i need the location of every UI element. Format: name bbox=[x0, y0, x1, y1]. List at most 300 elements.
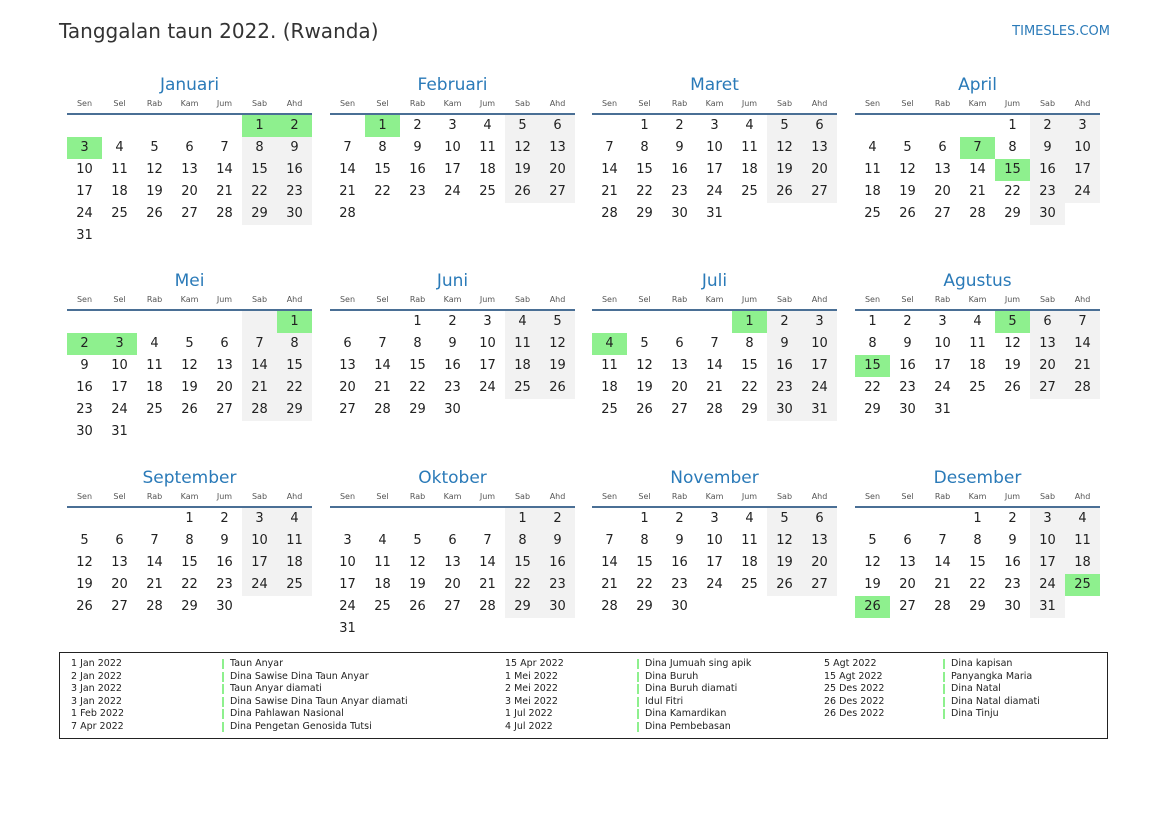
day-cell: 3 bbox=[1030, 508, 1065, 530]
legend-holiday-name: Dina kapisan bbox=[951, 658, 1013, 669]
day-cell: 24 bbox=[339, 599, 356, 614]
day-cell: 15 bbox=[242, 159, 277, 181]
weekday-label: Rab bbox=[409, 492, 426, 501]
legend-date: 5 Agt 2022 bbox=[824, 658, 877, 669]
day-cell: 9 bbox=[675, 140, 684, 155]
day-cell: 6 bbox=[802, 508, 837, 530]
day-cell: 15 bbox=[409, 358, 426, 373]
weekday-header bbox=[855, 492, 1100, 504]
legend-color-marker bbox=[222, 672, 224, 682]
day-cell: 5 bbox=[150, 140, 159, 155]
day-cell: 7 bbox=[483, 533, 492, 548]
legend-date: 26 Des 2022 bbox=[824, 708, 885, 720]
holiday-day-cell: 4 bbox=[592, 333, 627, 355]
holiday-day-cell: 2 bbox=[277, 115, 312, 137]
day-cell: 6 bbox=[802, 115, 837, 137]
day-cell: 23 bbox=[409, 184, 426, 199]
day-cell: 13 bbox=[934, 162, 951, 177]
month-name: Juli bbox=[701, 271, 728, 291]
legend-date: 2 Mei 2022 bbox=[505, 683, 558, 695]
weekday-label: Sen bbox=[339, 295, 356, 304]
day-cell: 26 bbox=[76, 599, 93, 614]
day-cell: 30 bbox=[444, 402, 461, 417]
legend-date: 3 Jan 2022 bbox=[71, 695, 122, 707]
day-cell: 25 bbox=[741, 184, 758, 199]
day-cell: 3 bbox=[802, 311, 837, 333]
day-cell: 12 bbox=[864, 555, 881, 570]
weekday-label: Rab bbox=[671, 492, 688, 501]
day-cell: 10 bbox=[706, 533, 723, 548]
weekday-label: Sel bbox=[113, 295, 126, 304]
legend-holiday-name: Taun Anyar diamati bbox=[230, 683, 322, 695]
weekday-label: Jum bbox=[216, 492, 233, 501]
day-cell: 28 bbox=[1065, 377, 1100, 399]
day-cell: 18 bbox=[374, 577, 391, 592]
day-cell: 6 bbox=[1030, 311, 1065, 333]
weekday-label: Jum bbox=[741, 492, 758, 501]
day-cell: 2 bbox=[675, 511, 684, 526]
day-cell: 26 bbox=[1004, 380, 1021, 395]
weekday-label: Sen bbox=[864, 492, 881, 501]
month-name: Juni bbox=[436, 271, 469, 291]
month-name: Agustus bbox=[943, 271, 1012, 291]
day-cell: 9 bbox=[1030, 137, 1065, 159]
day-cell: 31 bbox=[934, 402, 951, 417]
day-cell: 26 bbox=[636, 402, 653, 417]
day-cell: 4 bbox=[483, 118, 492, 133]
day-cell: 21 bbox=[706, 380, 723, 395]
day-cell: 14 bbox=[934, 555, 951, 570]
day-cell: 12 bbox=[540, 333, 575, 355]
day-cell: 2 bbox=[903, 314, 912, 329]
legend-date: 26 Des 2022 bbox=[824, 695, 885, 707]
weekday-label: Rab bbox=[409, 99, 426, 108]
day-cell: 9 bbox=[540, 530, 575, 552]
day-cell: 4 bbox=[378, 533, 387, 548]
day-cell: 3 bbox=[343, 533, 352, 548]
day-cell: 11 bbox=[969, 336, 986, 351]
weekday-label: Jum bbox=[216, 295, 233, 304]
day-cell: 31 bbox=[339, 621, 356, 636]
weekday-header bbox=[67, 295, 312, 307]
legend-holiday-name: Panyangka Maria bbox=[951, 670, 1033, 682]
month-name: September bbox=[142, 468, 237, 488]
day-cell: 4 bbox=[973, 314, 982, 329]
day-cell: 8 bbox=[505, 530, 540, 552]
day-cell: 5 bbox=[640, 336, 649, 351]
weekday-label: Sen bbox=[601, 99, 618, 108]
day-cell: 16 bbox=[899, 358, 916, 373]
day-cell: 24 bbox=[934, 380, 951, 395]
day-cell: 9 bbox=[220, 533, 229, 548]
day-cell: 7 bbox=[343, 140, 352, 155]
day-cell: 21 bbox=[601, 577, 618, 592]
weekday-label: Jum bbox=[1004, 99, 1021, 108]
weekday-label: Ahd bbox=[549, 99, 566, 108]
day-cell: 12 bbox=[76, 555, 93, 570]
weekday-label: Sab bbox=[776, 492, 793, 501]
day-cell: 24 bbox=[76, 206, 93, 221]
day-cell: 22 bbox=[969, 577, 986, 592]
day-cell: 15 bbox=[636, 162, 653, 177]
day-cell: 21 bbox=[479, 577, 496, 592]
legend-color-marker bbox=[943, 672, 945, 682]
day-cell: 31 bbox=[706, 206, 723, 221]
day-cell: 11 bbox=[864, 162, 881, 177]
legend-color-marker bbox=[222, 684, 224, 694]
day-cell: 6 bbox=[675, 336, 684, 351]
weekday-label: Sel bbox=[901, 99, 914, 108]
legend-color-marker bbox=[637, 672, 639, 682]
weekday-label: Ahd bbox=[286, 492, 303, 501]
day-cell: 3 bbox=[483, 314, 492, 329]
month-name: Maret bbox=[690, 75, 739, 95]
day-cell: 28 bbox=[242, 399, 277, 421]
day-cell: 5 bbox=[767, 115, 802, 137]
legend-date: 3 Jan 2022 bbox=[71, 683, 122, 695]
day-cell: 18 bbox=[741, 162, 758, 177]
day-cell: 14 bbox=[339, 162, 356, 177]
day-cell: 22 bbox=[409, 380, 426, 395]
day-cell: 29 bbox=[242, 203, 277, 225]
weekday-label: Sen bbox=[76, 99, 93, 108]
holiday-day-cell: 15 bbox=[995, 159, 1030, 181]
day-cell: 12 bbox=[767, 137, 802, 159]
holiday-day-cell: 3 bbox=[102, 333, 137, 355]
day-cell: 19 bbox=[767, 159, 802, 181]
day-cell: 31 bbox=[76, 228, 93, 243]
day-cell: 10 bbox=[111, 358, 128, 373]
day-cell: 8 bbox=[868, 336, 877, 351]
day-cell: 6 bbox=[343, 336, 352, 351]
weekday-label: Sel bbox=[638, 492, 651, 501]
day-cell: 28 bbox=[601, 599, 618, 614]
day-cell: 21 bbox=[216, 184, 233, 199]
day-cell: 12 bbox=[181, 358, 198, 373]
legend-holiday-name: Dina Pengetan Genosida Tutsi bbox=[230, 720, 372, 732]
day-cell: 27 bbox=[444, 599, 461, 614]
day-cell: 29 bbox=[741, 402, 758, 417]
day-cell: 26 bbox=[505, 181, 540, 203]
day-cell: 17 bbox=[706, 555, 723, 570]
day-cell: 4 bbox=[115, 140, 124, 155]
day-cell: 26 bbox=[767, 574, 802, 596]
weekday-label: Rab bbox=[934, 295, 951, 304]
day-cell: 14 bbox=[146, 555, 163, 570]
day-cell: 2 bbox=[1030, 115, 1065, 137]
weekday-label: Kam bbox=[443, 295, 462, 304]
weekday-label: Sen bbox=[601, 492, 618, 501]
weekday-label: Sen bbox=[339, 99, 356, 108]
legend-holiday-name: Dina Buruh bbox=[645, 670, 699, 682]
holiday-day-cell: 7 bbox=[960, 137, 995, 159]
weekday-label: Ahd bbox=[811, 492, 828, 501]
day-cell: 25 bbox=[277, 574, 312, 596]
day-cell: 1 bbox=[505, 508, 540, 530]
day-cell: 11 bbox=[479, 140, 496, 155]
day-cell: 6 bbox=[448, 533, 457, 548]
day-cell: 17 bbox=[76, 184, 93, 199]
day-cell: 8 bbox=[745, 336, 754, 351]
day-cell: 19 bbox=[181, 380, 198, 395]
day-cell: 30 bbox=[1004, 599, 1021, 614]
weekday-label: Ahd bbox=[1074, 295, 1091, 304]
day-cell: 20 bbox=[802, 159, 837, 181]
day-cell: 30 bbox=[1030, 203, 1065, 225]
day-cell: 27 bbox=[899, 599, 916, 614]
day-cell: 1 bbox=[640, 118, 649, 133]
day-cell: 14 bbox=[216, 162, 233, 177]
day-cell: 9 bbox=[767, 333, 802, 355]
day-cell: 19 bbox=[636, 380, 653, 395]
weekday-label: Ahd bbox=[1074, 99, 1091, 108]
day-cell: 18 bbox=[601, 380, 618, 395]
day-cell: 16 bbox=[409, 162, 426, 177]
day-cell: 7 bbox=[1065, 311, 1100, 333]
weekday-label: Jum bbox=[479, 295, 496, 304]
day-cell: 24 bbox=[444, 184, 461, 199]
day-cell: 1 bbox=[868, 314, 877, 329]
weekday-label: Sab bbox=[1039, 492, 1056, 501]
brand-link[interactable]: TIMESLES.COM bbox=[1012, 24, 1110, 39]
day-cell: 26 bbox=[540, 377, 575, 399]
day-cell: 28 bbox=[934, 599, 951, 614]
day-cell: 30 bbox=[671, 599, 688, 614]
day-cell: 23 bbox=[1030, 181, 1065, 203]
day-cell: 27 bbox=[671, 402, 688, 417]
weekday-label: Rab bbox=[934, 99, 951, 108]
day-cell: 25 bbox=[601, 402, 618, 417]
day-cell: 7 bbox=[605, 140, 614, 155]
weekday-header bbox=[592, 492, 837, 504]
day-cell: 15 bbox=[969, 555, 986, 570]
day-cell: 30 bbox=[76, 424, 93, 439]
day-cell: 29 bbox=[636, 206, 653, 221]
holiday-day-cell: 26 bbox=[855, 596, 890, 618]
day-cell: 23 bbox=[899, 380, 916, 395]
day-cell: 15 bbox=[181, 555, 198, 570]
day-cell: 19 bbox=[409, 577, 426, 592]
day-cell: 18 bbox=[146, 380, 163, 395]
weekday-label: Sen bbox=[864, 295, 881, 304]
day-cell: 10 bbox=[802, 333, 837, 355]
day-cell: 22 bbox=[1004, 184, 1021, 199]
holiday-day-cell: 5 bbox=[995, 311, 1030, 333]
legend-date: 1 Jul 2022 bbox=[505, 708, 553, 720]
legend-color-marker bbox=[943, 709, 945, 719]
day-cell: 17 bbox=[802, 355, 837, 377]
day-cell: 11 bbox=[374, 555, 391, 570]
day-cell: 22 bbox=[864, 380, 881, 395]
weekend-empty-cell bbox=[242, 311, 277, 333]
day-cell: 5 bbox=[413, 533, 422, 548]
weekday-label: Kam bbox=[180, 99, 199, 108]
day-cell: 3 bbox=[1065, 115, 1100, 137]
weekday-label: Sen bbox=[864, 99, 881, 108]
day-cell: 28 bbox=[216, 206, 233, 221]
day-cell: 11 bbox=[277, 530, 312, 552]
day-cell: 15 bbox=[741, 358, 758, 373]
day-cell: 4 bbox=[745, 511, 754, 526]
weekday-label: Sel bbox=[638, 99, 651, 108]
day-cell: 21 bbox=[242, 377, 277, 399]
day-cell: 31 bbox=[1030, 596, 1065, 618]
weekday-label: Sab bbox=[251, 295, 268, 304]
day-cell: 11 bbox=[741, 140, 758, 155]
weekday-label: Rab bbox=[409, 295, 426, 304]
day-cell: 28 bbox=[969, 206, 986, 221]
day-cell: 5 bbox=[185, 336, 194, 351]
day-cell: 21 bbox=[339, 184, 356, 199]
day-cell: 23 bbox=[671, 577, 688, 592]
day-cell: 23 bbox=[444, 380, 461, 395]
day-cell: 26 bbox=[409, 599, 426, 614]
day-cell: 4 bbox=[745, 118, 754, 133]
day-cell: 24 bbox=[242, 574, 277, 596]
day-cell: 15 bbox=[374, 162, 391, 177]
legend-date: 1 Feb 2022 bbox=[71, 708, 125, 720]
day-cell: 14 bbox=[479, 555, 496, 570]
day-cell: 14 bbox=[601, 162, 618, 177]
day-cell: 1 bbox=[973, 511, 982, 526]
day-cell: 9 bbox=[448, 336, 457, 351]
day-cell: 2 bbox=[540, 508, 575, 530]
day-cell: 31 bbox=[802, 399, 837, 421]
day-cell: 18 bbox=[111, 184, 128, 199]
day-cell: 10 bbox=[934, 336, 951, 351]
day-cell: 29 bbox=[636, 599, 653, 614]
day-cell: 20 bbox=[934, 184, 951, 199]
month-name: Oktober bbox=[418, 468, 487, 488]
weekday-header bbox=[67, 492, 312, 504]
weekday-label: Ahd bbox=[1074, 492, 1091, 501]
legend-date: 3 Mei 2022 bbox=[505, 695, 558, 707]
day-cell: 8 bbox=[185, 533, 194, 548]
day-cell: 7 bbox=[242, 333, 277, 355]
month-name: Desember bbox=[933, 468, 1022, 488]
day-cell: 29 bbox=[409, 402, 426, 417]
day-cell: 25 bbox=[146, 402, 163, 417]
day-cell: 7 bbox=[710, 336, 719, 351]
legend-holiday-name: Dina Jumuah sing apik bbox=[645, 658, 752, 669]
legend-color-marker bbox=[637, 684, 639, 694]
day-cell: 29 bbox=[969, 599, 986, 614]
day-cell: 10 bbox=[444, 140, 461, 155]
month-name: April bbox=[958, 75, 997, 95]
day-cell: 19 bbox=[899, 184, 916, 199]
day-cell: 20 bbox=[444, 577, 461, 592]
day-cell: 17 bbox=[1030, 552, 1065, 574]
day-cell: 3 bbox=[710, 118, 719, 133]
weekday-label: Jum bbox=[1004, 295, 1021, 304]
day-cell: 12 bbox=[899, 162, 916, 177]
day-cell: 17 bbox=[111, 380, 128, 395]
weekday-label: Ahd bbox=[549, 295, 566, 304]
weekday-label: Rab bbox=[146, 295, 163, 304]
day-cell: 28 bbox=[374, 402, 391, 417]
day-cell: 29 bbox=[505, 596, 540, 618]
day-cell: 1 bbox=[1008, 118, 1017, 133]
day-cell: 22 bbox=[636, 577, 653, 592]
day-cell: 29 bbox=[864, 402, 881, 417]
day-cell: 29 bbox=[1004, 206, 1021, 221]
weekday-label: Sen bbox=[601, 295, 618, 304]
weekday-header bbox=[855, 295, 1100, 307]
day-cell: 7 bbox=[938, 533, 947, 548]
day-cell: 7 bbox=[378, 336, 387, 351]
day-cell: 4 bbox=[277, 508, 312, 530]
day-cell: 19 bbox=[864, 577, 881, 592]
day-cell: 8 bbox=[277, 333, 312, 355]
day-cell: 31 bbox=[111, 424, 128, 439]
day-cell: 2 bbox=[675, 118, 684, 133]
weekday-label: Kam bbox=[968, 492, 987, 501]
day-cell: 8 bbox=[640, 140, 649, 155]
day-cell: 20 bbox=[111, 577, 128, 592]
day-cell: 25 bbox=[111, 206, 128, 221]
day-cell: 3 bbox=[448, 118, 457, 133]
weekday-label: Sen bbox=[339, 492, 356, 501]
day-cell: 27 bbox=[802, 181, 837, 203]
legend-holiday-name: Dina Pahlawan Nasional bbox=[230, 708, 344, 720]
weekday-label: Kam bbox=[968, 99, 987, 108]
weekday-label: Sel bbox=[901, 295, 914, 304]
day-cell: 8 bbox=[973, 533, 982, 548]
day-cell: 6 bbox=[903, 533, 912, 548]
legend-holiday-name: Dina Sawise Dina Taun Anyar bbox=[230, 670, 369, 682]
day-cell: 6 bbox=[938, 140, 947, 155]
day-cell: 8 bbox=[378, 140, 387, 155]
weekday-label: Jum bbox=[741, 295, 758, 304]
weekday-label: Ahd bbox=[811, 99, 828, 108]
weekday-label: Kam bbox=[180, 492, 199, 501]
day-cell: 10 bbox=[76, 162, 93, 177]
weekday-label: Rab bbox=[934, 492, 951, 501]
day-cell: 12 bbox=[767, 530, 802, 552]
day-cell: 17 bbox=[706, 162, 723, 177]
day-cell: 9 bbox=[80, 358, 89, 373]
day-cell: 24 bbox=[479, 380, 496, 395]
day-cell: 11 bbox=[741, 533, 758, 548]
day-cell: 17 bbox=[242, 552, 277, 574]
weekday-label: Sen bbox=[76, 295, 93, 304]
day-cell: 6 bbox=[185, 140, 194, 155]
day-cell: 7 bbox=[150, 533, 159, 548]
legend-date: 1 Jan 2022 bbox=[71, 658, 122, 669]
day-cell: 23 bbox=[671, 184, 688, 199]
day-cell: 1 bbox=[640, 511, 649, 526]
weekday-header bbox=[67, 99, 312, 111]
day-cell: 28 bbox=[339, 206, 356, 221]
day-cell: 17 bbox=[339, 577, 356, 592]
day-cell: 19 bbox=[1004, 358, 1021, 373]
day-cell: 26 bbox=[146, 206, 163, 221]
day-cell: 30 bbox=[216, 599, 233, 614]
legend-holiday-name: Dina Pembebasan bbox=[645, 720, 731, 732]
page-title: Tanggalan taun 2022. (Rwanda) bbox=[59, 19, 379, 43]
legend-date: 7 Apr 2022 bbox=[71, 720, 124, 732]
day-cell: 24 bbox=[1065, 181, 1100, 203]
weekday-label: Jum bbox=[1004, 492, 1021, 501]
day-cell: 29 bbox=[277, 399, 312, 421]
day-cell: 11 bbox=[111, 162, 128, 177]
day-cell: 1 bbox=[413, 314, 422, 329]
day-cell: 4 bbox=[868, 140, 877, 155]
day-cell: 9 bbox=[903, 336, 912, 351]
legend-date: 15 Agt 2022 bbox=[824, 670, 883, 682]
day-cell: 19 bbox=[540, 355, 575, 377]
weekday-label: Rab bbox=[671, 99, 688, 108]
